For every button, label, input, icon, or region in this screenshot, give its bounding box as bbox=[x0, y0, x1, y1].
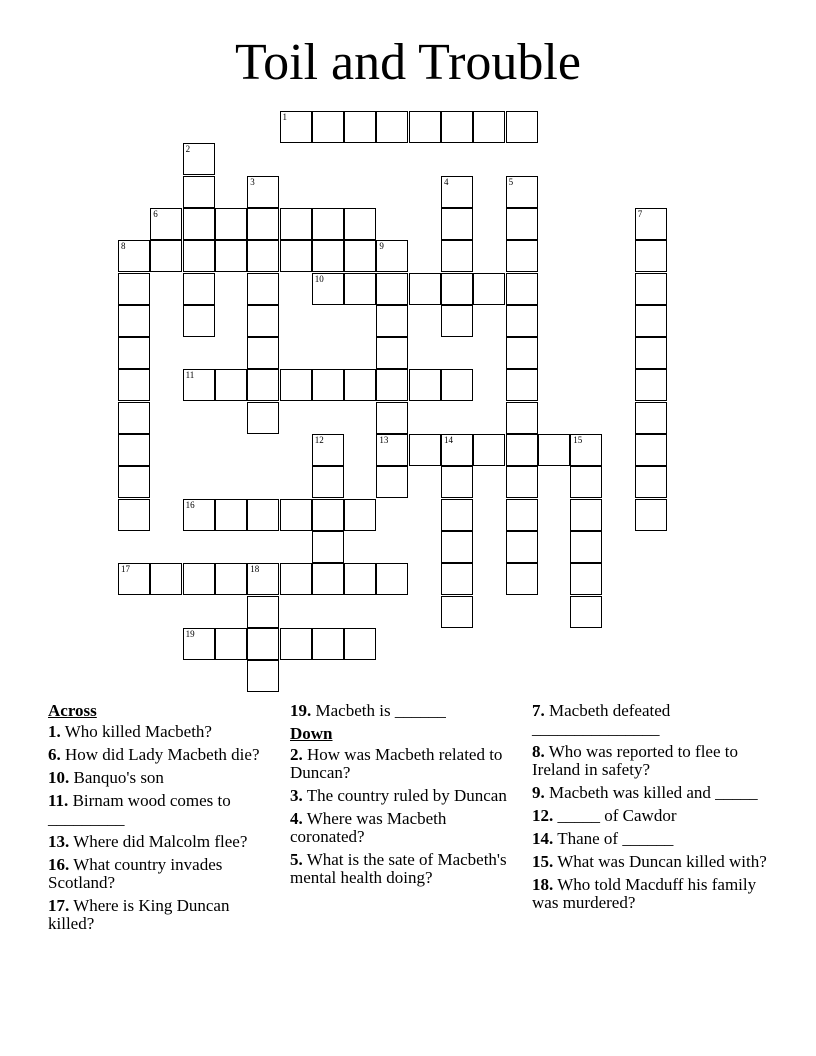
across-clue bbox=[48, 897, 278, 933]
grid-cell[interactable] bbox=[376, 305, 408, 337]
grid-cell[interactable] bbox=[441, 369, 473, 401]
across-clue bbox=[48, 792, 278, 828]
grid-cell[interactable] bbox=[215, 563, 247, 595]
clue-number: 2 bbox=[185, 144, 191, 155]
clue-number-label: 6. bbox=[48, 745, 61, 764]
clue-text: Banquo's son bbox=[69, 768, 164, 787]
grid-cell[interactable] bbox=[635, 402, 667, 434]
down-heading: Down bbox=[290, 724, 333, 743]
clue-number-label: 11. bbox=[48, 791, 69, 810]
grid-cell[interactable] bbox=[376, 402, 408, 434]
clue-number: 7 bbox=[637, 208, 643, 219]
grid-cell[interactable] bbox=[183, 240, 215, 272]
clue-column-3 bbox=[532, 702, 772, 917]
grid-cell[interactable] bbox=[312, 531, 344, 563]
clue-text: Who killed Macbeth? bbox=[60, 722, 212, 741]
grid-cell[interactable] bbox=[344, 111, 376, 143]
grid-cell[interactable] bbox=[183, 369, 215, 401]
grid-cell[interactable] bbox=[312, 466, 344, 498]
grid-cell[interactable] bbox=[118, 434, 150, 466]
clue-text: Birnam wood comes to _________ bbox=[48, 791, 231, 828]
grid-cell[interactable] bbox=[312, 240, 344, 272]
down-clue bbox=[532, 784, 772, 802]
clue-number-label: 14. bbox=[532, 829, 554, 848]
clue-text: Macbeth is ______ bbox=[311, 701, 446, 720]
clue-text: Who told Macduff his family was murdered? bbox=[532, 875, 757, 912]
down-clue bbox=[290, 851, 520, 887]
grid-cell[interactable] bbox=[441, 531, 473, 563]
grid-cell[interactable] bbox=[312, 111, 344, 143]
across-clue bbox=[48, 746, 278, 764]
grid-cell[interactable] bbox=[635, 499, 667, 531]
grid-cell[interactable] bbox=[441, 208, 473, 240]
grid-cell[interactable] bbox=[376, 563, 408, 595]
clue-number-label: 9. bbox=[532, 783, 545, 802]
clue-number: 3 bbox=[250, 176, 255, 187]
grid-cell[interactable] bbox=[344, 369, 376, 401]
grid-cell[interactable] bbox=[441, 434, 473, 466]
grid-cell[interactable] bbox=[570, 466, 602, 498]
grid-cell[interactable] bbox=[441, 111, 473, 143]
down-clue bbox=[532, 743, 772, 779]
grid-cell[interactable] bbox=[441, 596, 473, 628]
grid-cell[interactable] bbox=[473, 434, 505, 466]
clue-text: _____ of Cawdor bbox=[553, 806, 677, 825]
grid-cell[interactable] bbox=[150, 208, 182, 240]
clue-number-label: 5. bbox=[290, 850, 303, 869]
grid-cell[interactable] bbox=[473, 273, 505, 305]
clue-number: 18 bbox=[250, 564, 260, 575]
grid-cell[interactable] bbox=[280, 499, 312, 531]
clue-number: 11 bbox=[185, 370, 195, 381]
grid-cell[interactable] bbox=[506, 240, 538, 272]
grid-cell[interactable] bbox=[344, 208, 376, 240]
clue-text: How was Macbeth related to Duncan? bbox=[290, 745, 503, 782]
grid-cell[interactable] bbox=[344, 628, 376, 660]
grid-cell[interactable] bbox=[635, 434, 667, 466]
clue-number-label: 7. bbox=[532, 701, 545, 720]
grid-cell[interactable] bbox=[376, 434, 408, 466]
grid-cell[interactable] bbox=[118, 337, 150, 369]
grid-cell[interactable] bbox=[635, 240, 667, 272]
clue-number: 13 bbox=[379, 435, 389, 445]
grid-cell[interactable] bbox=[635, 466, 667, 498]
grid-cell[interactable] bbox=[376, 337, 408, 369]
grid-cell[interactable] bbox=[635, 208, 667, 240]
across-heading: Across bbox=[48, 701, 97, 720]
clue-number-label: 3. bbox=[290, 786, 303, 805]
grid-cell[interactable] bbox=[441, 273, 473, 305]
grid-cell[interactable] bbox=[376, 466, 408, 498]
grid-cell[interactable] bbox=[247, 499, 279, 531]
grid-cell[interactable] bbox=[376, 369, 408, 401]
clue-number: 9 bbox=[379, 241, 384, 252]
grid-cell[interactable] bbox=[183, 143, 215, 175]
clue-number: 19 bbox=[185, 628, 195, 639]
grid-cell[interactable] bbox=[312, 208, 344, 240]
grid-cell[interactable] bbox=[312, 369, 344, 401]
clue-text: Where did Malcolm flee? bbox=[69, 832, 248, 851]
clue-text: Macbeth defeated _______________ bbox=[532, 701, 671, 738]
grid-cell[interactable] bbox=[506, 531, 538, 563]
grid-cell[interactable] bbox=[312, 628, 344, 660]
grid-cell[interactable] bbox=[312, 563, 344, 595]
grid-cell[interactable] bbox=[570, 499, 602, 531]
clue-number: 12 bbox=[314, 435, 324, 445]
grid-cell[interactable] bbox=[312, 434, 344, 466]
clue-number: 14 bbox=[444, 435, 453, 445]
clue-number-label: 4. bbox=[290, 809, 303, 828]
grid-cell[interactable] bbox=[118, 240, 150, 272]
grid-cell[interactable] bbox=[118, 402, 150, 434]
grid-cell[interactable] bbox=[247, 628, 279, 660]
grid-cell[interactable] bbox=[118, 563, 150, 595]
grid-cell[interactable] bbox=[247, 337, 279, 369]
grid-cell[interactable] bbox=[280, 240, 312, 272]
clue-text: Who was reported to flee to Ireland in safety? bbox=[532, 742, 738, 779]
grid-cell[interactable] bbox=[118, 369, 150, 401]
clue-number-label: 12. bbox=[532, 806, 554, 825]
clue-number: 4 bbox=[444, 176, 449, 187]
across-clue bbox=[48, 833, 278, 851]
grid-cell[interactable] bbox=[570, 596, 602, 628]
clue-text: The country ruled by Duncan bbox=[302, 786, 507, 805]
grid-cell[interactable] bbox=[635, 337, 667, 369]
clue-number-label: 16. bbox=[48, 855, 70, 874]
clue-text: How did Lady Macbeth die? bbox=[60, 745, 260, 764]
grid-cell[interactable] bbox=[506, 466, 538, 498]
clue-number-label: 17. bbox=[48, 896, 70, 915]
clue-number-label: 1. bbox=[48, 722, 61, 741]
grid-cell[interactable] bbox=[183, 499, 215, 531]
clue-number: 15 bbox=[573, 435, 583, 445]
grid-cell[interactable] bbox=[215, 208, 247, 240]
grid-cell[interactable] bbox=[441, 466, 473, 498]
grid-cell[interactable] bbox=[150, 563, 182, 595]
grid-cell[interactable] bbox=[409, 434, 441, 466]
grid-cell[interactable] bbox=[215, 240, 247, 272]
grid-cell[interactable] bbox=[506, 273, 538, 305]
clue-number: 1 bbox=[282, 112, 287, 122]
grid-cell[interactable] bbox=[538, 434, 570, 466]
clue-number-label: 8. bbox=[532, 742, 545, 761]
grid-cell[interactable] bbox=[280, 628, 312, 660]
grid-cell[interactable] bbox=[183, 273, 215, 305]
grid-cell[interactable] bbox=[247, 660, 279, 692]
clue-column-2 bbox=[290, 702, 520, 892]
grid-cell[interactable] bbox=[118, 305, 150, 337]
grid-cell[interactable] bbox=[570, 563, 602, 595]
down-clue bbox=[290, 810, 520, 846]
clue-number-label: 10. bbox=[48, 768, 70, 787]
grid-cell[interactable] bbox=[247, 305, 279, 337]
down-clue bbox=[290, 787, 520, 805]
clue-number-label: 2. bbox=[290, 745, 303, 764]
grid-cell[interactable] bbox=[280, 563, 312, 595]
down-clue bbox=[532, 853, 772, 871]
grid-cell[interactable] bbox=[635, 273, 667, 305]
grid-cell[interactable] bbox=[506, 208, 538, 240]
grid-cell[interactable] bbox=[506, 337, 538, 369]
across-clue bbox=[48, 723, 278, 741]
across-clue bbox=[290, 702, 520, 720]
grid-cell[interactable] bbox=[506, 402, 538, 434]
grid-cell[interactable] bbox=[280, 369, 312, 401]
clue-text: Thane of ______ bbox=[553, 829, 674, 848]
grid-cell[interactable] bbox=[441, 240, 473, 272]
grid-cell[interactable] bbox=[118, 499, 150, 531]
grid-cell[interactable] bbox=[506, 111, 538, 143]
grid-cell[interactable] bbox=[118, 466, 150, 498]
clue-number: 5 bbox=[508, 176, 514, 187]
grid-cell[interactable] bbox=[344, 273, 376, 305]
grid-cell[interactable] bbox=[215, 369, 247, 401]
grid-cell[interactable] bbox=[247, 563, 279, 595]
clue-text: What is the sate of Macbeth's mental health doing? bbox=[290, 850, 507, 887]
clue-number-label: 13. bbox=[48, 832, 70, 851]
clue-number: 17 bbox=[121, 564, 130, 575]
grid-cell[interactable] bbox=[247, 208, 279, 240]
grid-cell[interactable] bbox=[312, 273, 344, 305]
grid-cell[interactable] bbox=[376, 240, 408, 272]
grid-cell[interactable] bbox=[183, 305, 215, 337]
grid-cell[interactable] bbox=[344, 563, 376, 595]
down-clue bbox=[532, 830, 772, 848]
grid-cell[interactable] bbox=[441, 176, 473, 208]
grid-cell[interactable] bbox=[409, 111, 441, 143]
grid-cell[interactable] bbox=[183, 208, 215, 240]
grid-cell[interactable] bbox=[441, 305, 473, 337]
grid-cell[interactable] bbox=[183, 628, 215, 660]
grid-cell[interactable] bbox=[247, 596, 279, 628]
grid-cell[interactable] bbox=[570, 531, 602, 563]
grid-cell[interactable] bbox=[506, 176, 538, 208]
grid-cell[interactable] bbox=[506, 434, 538, 466]
down-clue bbox=[290, 746, 520, 782]
clue-number-label: 18. bbox=[532, 875, 554, 894]
grid-cell[interactable] bbox=[118, 273, 150, 305]
grid-cell[interactable] bbox=[376, 273, 408, 305]
grid-cell[interactable] bbox=[215, 628, 247, 660]
across-clue bbox=[48, 769, 278, 787]
grid-cell[interactable] bbox=[344, 499, 376, 531]
grid-cell[interactable] bbox=[247, 273, 279, 305]
down-clue bbox=[532, 807, 772, 825]
grid-cell[interactable] bbox=[183, 176, 215, 208]
grid-cell[interactable] bbox=[473, 111, 505, 143]
grid-cell[interactable] bbox=[570, 434, 602, 466]
clue-text: Where is King Duncan killed? bbox=[48, 896, 230, 933]
grid-cell[interactable] bbox=[247, 176, 279, 208]
grid-cell[interactable] bbox=[376, 111, 408, 143]
grid-cell[interactable] bbox=[183, 563, 215, 595]
clue-number: 8 bbox=[121, 241, 126, 252]
clue-text: What was Duncan killed with? bbox=[553, 852, 767, 871]
grid-cell[interactable] bbox=[247, 240, 279, 272]
grid-cell[interactable] bbox=[635, 369, 667, 401]
clue-column-1 bbox=[48, 702, 278, 938]
clue-number: 6 bbox=[153, 208, 158, 219]
clue-number: 10 bbox=[314, 273, 324, 284]
across-clue bbox=[48, 856, 278, 892]
down-clue bbox=[532, 876, 772, 912]
clue-text: Where was Macbeth coronated? bbox=[290, 809, 447, 846]
grid-cell[interactable] bbox=[506, 369, 538, 401]
grid-cell[interactable] bbox=[247, 369, 279, 401]
grid-cell[interactable] bbox=[247, 402, 279, 434]
grid-cell[interactable] bbox=[409, 369, 441, 401]
grid-cell[interactable] bbox=[441, 499, 473, 531]
grid-cell[interactable] bbox=[441, 563, 473, 595]
grid-cell[interactable] bbox=[312, 499, 344, 531]
grid-cell[interactable] bbox=[506, 305, 538, 337]
clue-number: 16 bbox=[185, 499, 195, 510]
grid-cell[interactable] bbox=[215, 499, 247, 531]
clue-text: What country invades Scotland? bbox=[48, 855, 223, 892]
page-title: Toil and Trouble bbox=[235, 34, 581, 91]
grid-cell[interactable] bbox=[280, 111, 312, 143]
grid-cell[interactable] bbox=[280, 208, 312, 240]
down-clue bbox=[532, 702, 772, 738]
grid-cell[interactable] bbox=[506, 499, 538, 531]
grid-cell[interactable] bbox=[506, 563, 538, 595]
clue-number-label: 15. bbox=[532, 852, 554, 871]
grid-cell[interactable] bbox=[150, 240, 182, 272]
clue-text: Macbeth was killed and _____ bbox=[544, 783, 758, 802]
clue-number-label: 19. bbox=[290, 701, 312, 720]
grid-cell[interactable] bbox=[344, 240, 376, 272]
grid-cell[interactable] bbox=[409, 273, 441, 305]
grid-cell[interactable] bbox=[635, 305, 667, 337]
